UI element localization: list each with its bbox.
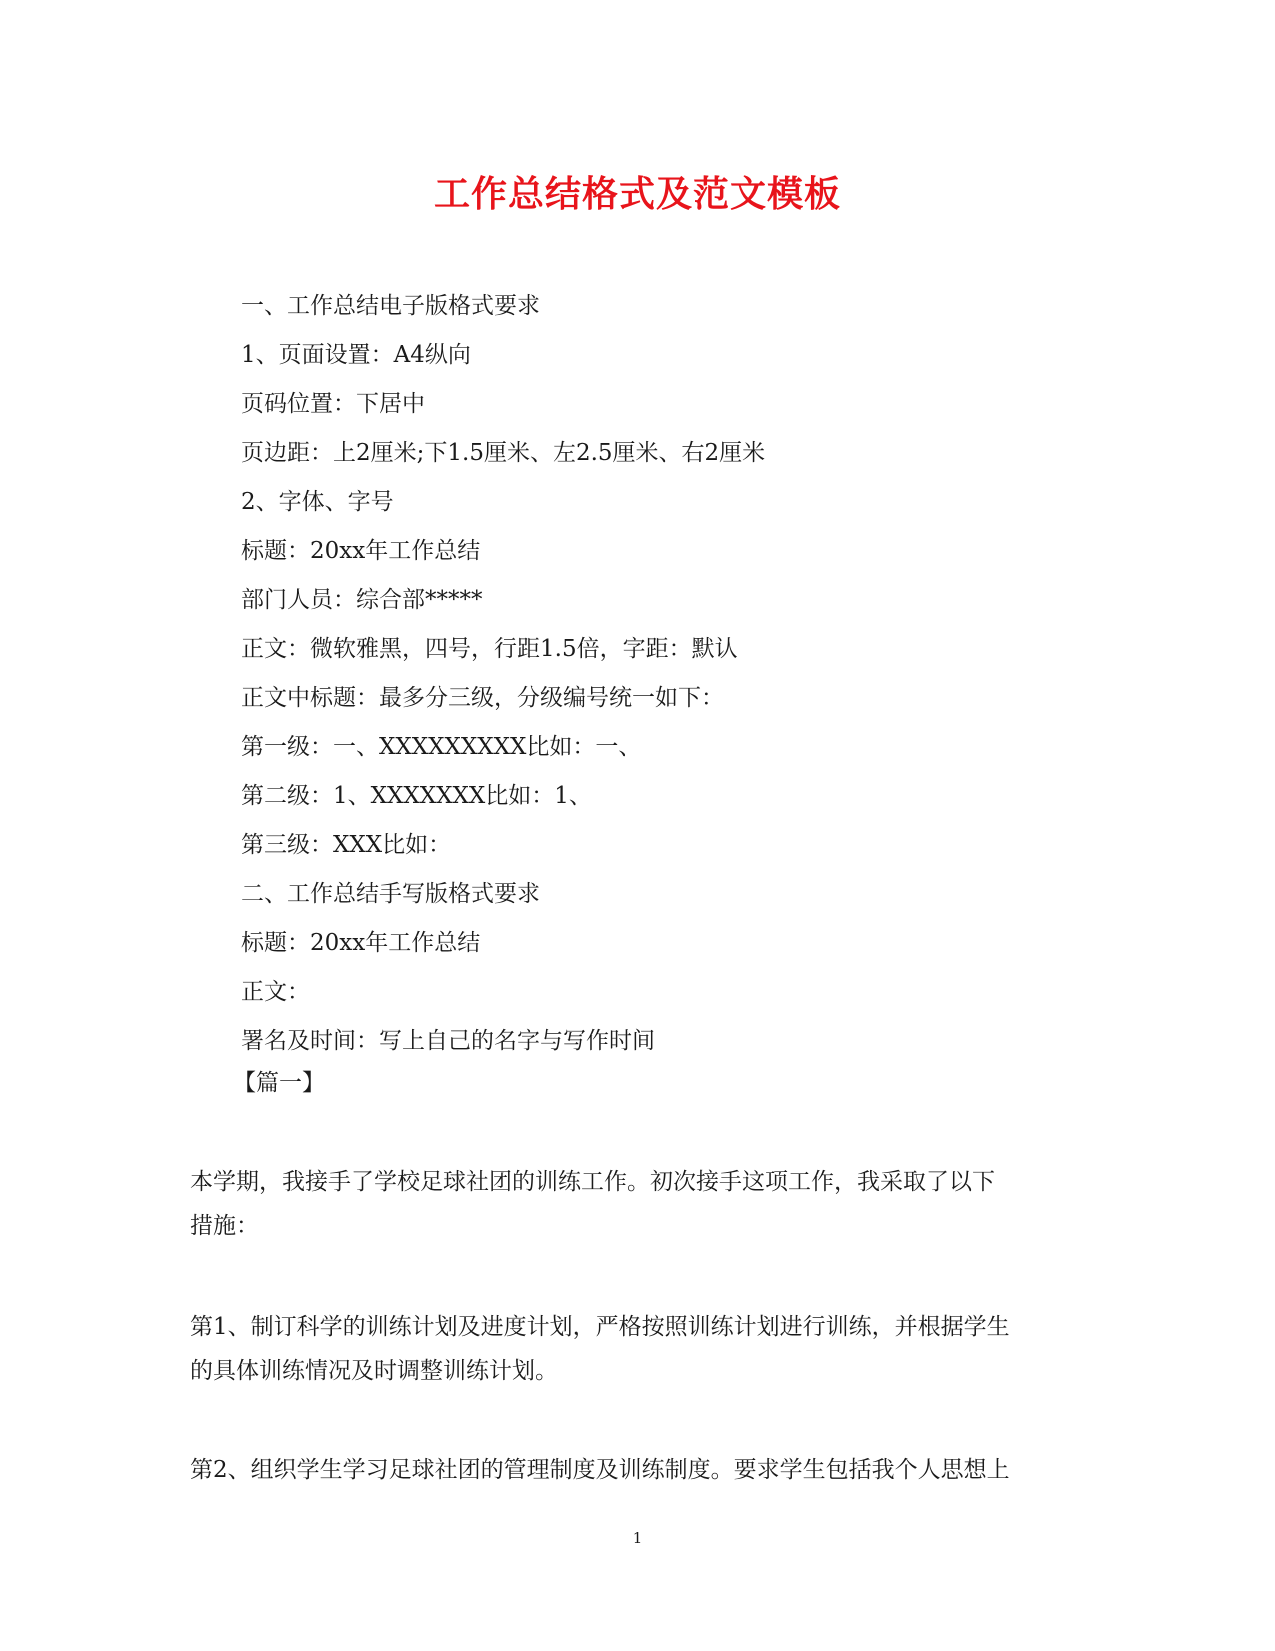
format-requirements-list (241, 282, 1141, 1066)
format-line: 第一级：一、XXXXXXXXX比如：一、 (241, 734, 642, 760)
format-line: 标题：20xx年工作总结 (241, 930, 481, 956)
format-line: 标题：20xx年工作总结 (241, 538, 481, 564)
page-number: 1 (632, 1529, 643, 1547)
paragraph-line: 的具体训练情况及时调整训练计划。 (190, 1358, 558, 1384)
format-line: 1、页面设置：A4纵向 (241, 342, 471, 368)
section-heading: 【篇一】 (233, 1070, 325, 1096)
body-paragraph (190, 1305, 1090, 1393)
body-paragraph (190, 1160, 1090, 1248)
format-line: 正文中标题：最多分三级，分级编号统一如下： (241, 685, 724, 711)
format-line: 正文： (241, 979, 310, 1005)
format-line: 二、工作总结手写版格式要求 (241, 881, 540, 907)
format-line: 部门人员：综合部***** (241, 587, 483, 613)
format-line: 一、工作总结电子版格式要求 (241, 293, 540, 319)
format-line: 署名及时间：写上自己的名字与写作时间 (241, 1028, 655, 1054)
format-line: 页边距：上2厘米;下1.5厘米、左2.5厘米、右2厘米 (241, 440, 766, 466)
paragraph-line: 第2、组织学生学习足球社团的管理制度及训练制度。要求学生包括我个人思想上 (190, 1457, 1010, 1483)
format-line: 正文：微软雅黑，四号，行距1.5倍，字距：默认 (241, 636, 738, 662)
paragraph-line: 措施： (190, 1213, 259, 1239)
format-line: 2、字体、字号 (241, 489, 394, 515)
format-line: 页码位置：下居中 (241, 391, 425, 417)
format-line: 第二级：1、XXXXXXX比如：1、 (241, 783, 592, 809)
paragraph-line: 本学期，我接手了学校足球社团的训练工作。初次接手这项工作，我采取了以下 (190, 1169, 995, 1195)
body-paragraph (190, 1448, 1090, 1492)
format-line: 第三级：XXX比如： (241, 832, 452, 858)
paragraph-line: 第1、制订科学的训练计划及进度计划，严格按照训练计划进行训练，并根据学生 (190, 1314, 1010, 1340)
document-title: 工作总结格式及范文模板 (433, 173, 841, 215)
